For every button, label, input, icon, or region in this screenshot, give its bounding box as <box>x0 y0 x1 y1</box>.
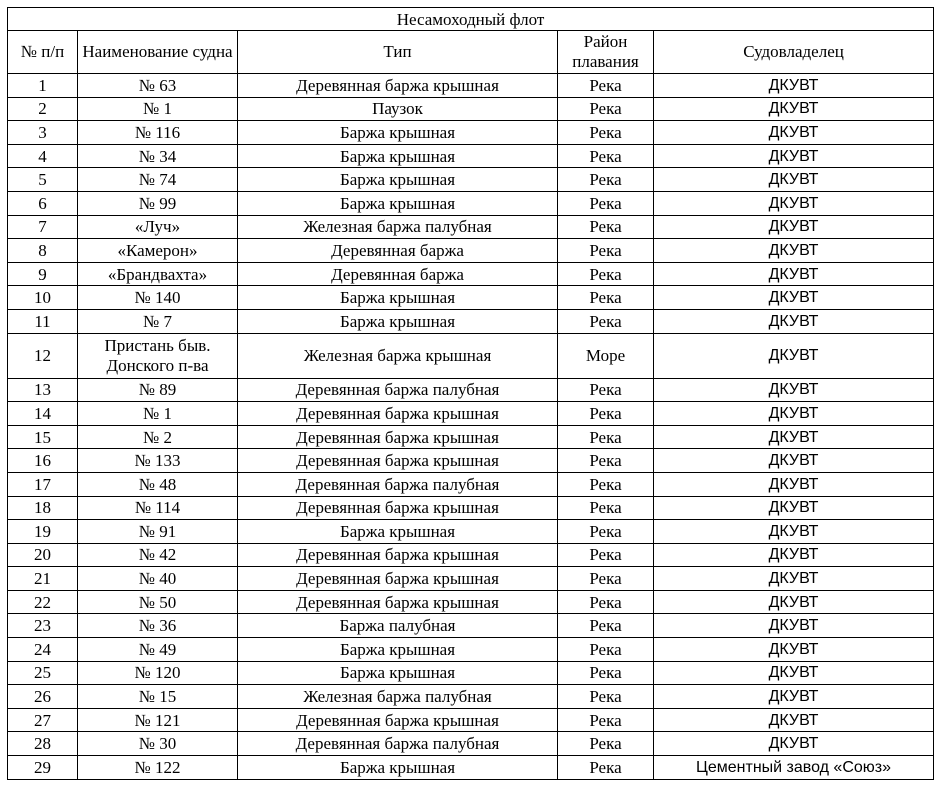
table-body <box>8 74 934 780</box>
cell-vessel-name: «Луч» <box>78 215 238 239</box>
header-area: Район плавания <box>558 31 654 74</box>
cell-navigation-area: Река <box>558 262 654 286</box>
table-row <box>8 191 934 215</box>
cell-vessel-type: Железная баржа палубная <box>238 215 558 239</box>
cell-vessel-type: Деревянная баржа <box>238 262 558 286</box>
table-row <box>8 215 934 239</box>
cell-num: 26 <box>8 685 78 709</box>
table-row <box>8 333 934 378</box>
cell-num: 16 <box>8 449 78 473</box>
cell-shipowner: ДКУВТ <box>654 333 934 378</box>
table-row <box>8 520 934 544</box>
cell-vessel-type: Баржа крышная <box>238 168 558 192</box>
cell-vessel-name: № 49 <box>78 638 238 662</box>
cell-shipowner: ДКУВТ <box>654 239 934 263</box>
table-row <box>8 402 934 426</box>
cell-shipowner: Цементный завод «Союз» <box>654 756 934 780</box>
cell-num: 21 <box>8 567 78 591</box>
table-row <box>8 708 934 732</box>
cell-num: 22 <box>8 590 78 614</box>
cell-navigation-area: Река <box>558 567 654 591</box>
cell-num: 29 <box>8 756 78 780</box>
cell-shipowner: ДКУВТ <box>654 590 934 614</box>
cell-vessel-name: № 2 <box>78 425 238 449</box>
cell-navigation-area: Река <box>558 449 654 473</box>
cell-num: 9 <box>8 262 78 286</box>
cell-shipowner: ДКУВТ <box>654 378 934 402</box>
table-row <box>8 97 934 121</box>
table-row <box>8 590 934 614</box>
cell-vessel-type: Деревянная баржа крышная <box>238 74 558 98</box>
cell-vessel-name: № 140 <box>78 286 238 310</box>
cell-num: 13 <box>8 378 78 402</box>
table-row <box>8 614 934 638</box>
cell-navigation-area: Река <box>558 239 654 263</box>
cell-num: 17 <box>8 472 78 496</box>
cell-shipowner: ДКУВТ <box>654 144 934 168</box>
cell-vessel-type: Баржа крышная <box>238 638 558 662</box>
cell-num: 11 <box>8 309 78 333</box>
cell-navigation-area: Река <box>558 661 654 685</box>
cell-shipowner: ДКУВТ <box>654 520 934 544</box>
cell-vessel-type: Железная баржа крышная <box>238 333 558 378</box>
cell-shipowner: ДКУВТ <box>654 121 934 145</box>
table-row <box>8 74 934 98</box>
cell-shipowner: ДКУВТ <box>654 97 934 121</box>
cell-vessel-name: № 1 <box>78 402 238 426</box>
cell-navigation-area: Река <box>558 286 654 310</box>
cell-vessel-type: Баржа крышная <box>238 144 558 168</box>
cell-vessel-name: № 1 <box>78 97 238 121</box>
cell-vessel-type: Деревянная баржа крышная <box>238 567 558 591</box>
cell-vessel-type: Деревянная баржа крышная <box>238 590 558 614</box>
table-header-row <box>8 31 934 74</box>
cell-vessel-type: Деревянная баржа крышная <box>238 496 558 520</box>
cell-num: 18 <box>8 496 78 520</box>
cell-vessel-type: Деревянная баржа крышная <box>238 449 558 473</box>
cell-navigation-area: Река <box>558 168 654 192</box>
cell-vessel-name: № 133 <box>78 449 238 473</box>
cell-num: 28 <box>8 732 78 756</box>
cell-vessel-type: Железная баржа палубная <box>238 685 558 709</box>
table-row <box>8 732 934 756</box>
table-row <box>8 262 934 286</box>
cell-shipowner: ДКУВТ <box>654 567 934 591</box>
cell-num: 27 <box>8 708 78 732</box>
cell-num: 10 <box>8 286 78 310</box>
table-row <box>8 756 934 780</box>
table-row <box>8 661 934 685</box>
cell-num: 15 <box>8 425 78 449</box>
table-row <box>8 638 934 662</box>
table-row <box>8 496 934 520</box>
cell-navigation-area: Река <box>558 425 654 449</box>
cell-num: 20 <box>8 543 78 567</box>
cell-shipowner: ДКУВТ <box>654 449 934 473</box>
cell-navigation-area: Река <box>558 590 654 614</box>
cell-num: 23 <box>8 614 78 638</box>
header-name: Наименование судна <box>78 31 238 74</box>
cell-vessel-name: № 7 <box>78 309 238 333</box>
cell-vessel-name: № 116 <box>78 121 238 145</box>
cell-vessel-name: № 89 <box>78 378 238 402</box>
cell-vessel-type: Деревянная баржа палубная <box>238 732 558 756</box>
cell-vessel-name: № 48 <box>78 472 238 496</box>
cell-num: 6 <box>8 191 78 215</box>
cell-navigation-area: Река <box>558 402 654 426</box>
table-row <box>8 286 934 310</box>
cell-navigation-area: Река <box>558 121 654 145</box>
cell-num: 5 <box>8 168 78 192</box>
cell-num: 7 <box>8 215 78 239</box>
document-sheet <box>7 7 933 780</box>
table-row <box>8 144 934 168</box>
cell-shipowner: ДКУВТ <box>654 191 934 215</box>
cell-vessel-name: № 34 <box>78 144 238 168</box>
cell-shipowner: ДКУВТ <box>654 309 934 333</box>
cell-vessel-name: № 74 <box>78 168 238 192</box>
cell-navigation-area: Река <box>558 708 654 732</box>
cell-navigation-area: Река <box>558 614 654 638</box>
cell-vessel-name: № 50 <box>78 590 238 614</box>
cell-vessel-name: № 63 <box>78 74 238 98</box>
header-type: Тип <box>238 31 558 74</box>
cell-navigation-area: Река <box>558 732 654 756</box>
table-row <box>8 449 934 473</box>
cell-navigation-area: Река <box>558 638 654 662</box>
cell-vessel-type: Деревянная баржа <box>238 239 558 263</box>
cell-navigation-area: Река <box>558 543 654 567</box>
cell-vessel-name: № 114 <box>78 496 238 520</box>
header-owner: Судовладелец <box>654 31 934 74</box>
cell-vessel-name: «Брандвахта» <box>78 262 238 286</box>
cell-navigation-area: Река <box>558 378 654 402</box>
cell-vessel-type: Баржа крышная <box>238 121 558 145</box>
cell-num: 25 <box>8 661 78 685</box>
table-row <box>8 567 934 591</box>
cell-shipowner: ДКУВТ <box>654 685 934 709</box>
cell-vessel-name: № 30 <box>78 732 238 756</box>
cell-vessel-name: Пристань быв. Донского п-ва <box>78 333 238 378</box>
cell-navigation-area: Река <box>558 756 654 780</box>
cell-vessel-type: Баржа крышная <box>238 756 558 780</box>
cell-navigation-area: Река <box>558 191 654 215</box>
table-title-row <box>8 8 934 31</box>
cell-num: 4 <box>8 144 78 168</box>
cell-vessel-name: «Камерон» <box>78 239 238 263</box>
cell-navigation-area: Река <box>558 520 654 544</box>
cell-num: 2 <box>8 97 78 121</box>
cell-shipowner: ДКУВТ <box>654 215 934 239</box>
cell-vessel-name: № 91 <box>78 520 238 544</box>
cell-navigation-area: Река <box>558 496 654 520</box>
table-row <box>8 309 934 333</box>
cell-navigation-area: Река <box>558 685 654 709</box>
cell-vessel-type: Баржа крышная <box>238 191 558 215</box>
cell-vessel-type: Баржа крышная <box>238 661 558 685</box>
cell-shipowner: ДКУВТ <box>654 661 934 685</box>
table-row <box>8 425 934 449</box>
table-row <box>8 239 934 263</box>
cell-vessel-name: № 122 <box>78 756 238 780</box>
cell-vessel-name: № 40 <box>78 567 238 591</box>
cell-num: 14 <box>8 402 78 426</box>
cell-vessel-name: № 121 <box>78 708 238 732</box>
cell-shipowner: ДКУВТ <box>654 496 934 520</box>
cell-shipowner: ДКУВТ <box>654 74 934 98</box>
table-row <box>8 543 934 567</box>
cell-vessel-type: Деревянная баржа крышная <box>238 402 558 426</box>
cell-navigation-area: Река <box>558 97 654 121</box>
cell-num: 24 <box>8 638 78 662</box>
cell-vessel-type: Баржа палубная <box>238 614 558 638</box>
table-row <box>8 685 934 709</box>
cell-vessel-type: Деревянная баржа палубная <box>238 472 558 496</box>
cell-vessel-type: Баржа крышная <box>238 286 558 310</box>
cell-navigation-area: Река <box>558 215 654 239</box>
table-row <box>8 378 934 402</box>
cell-vessel-name: № 120 <box>78 661 238 685</box>
cell-vessel-type: Баржа крышная <box>238 520 558 544</box>
cell-vessel-name: № 36 <box>78 614 238 638</box>
cell-shipowner: ДКУВТ <box>654 402 934 426</box>
cell-navigation-area: Река <box>558 309 654 333</box>
cell-navigation-area: Река <box>558 472 654 496</box>
cell-num: 19 <box>8 520 78 544</box>
cell-num: 8 <box>8 239 78 263</box>
cell-shipowner: ДКУВТ <box>654 168 934 192</box>
cell-vessel-type: Деревянная баржа крышная <box>238 425 558 449</box>
cell-shipowner: ДКУВТ <box>654 614 934 638</box>
table-row <box>8 121 934 145</box>
cell-shipowner: ДКУВТ <box>654 638 934 662</box>
cell-shipowner: ДКУВТ <box>654 425 934 449</box>
table-row <box>8 168 934 192</box>
table-row <box>8 472 934 496</box>
cell-shipowner: ДКУВТ <box>654 286 934 310</box>
cell-shipowner: ДКУВТ <box>654 543 934 567</box>
cell-num: 12 <box>8 333 78 378</box>
cell-vessel-type: Паузок <box>238 97 558 121</box>
cell-vessel-type: Деревянная баржа палубная <box>238 378 558 402</box>
cell-vessel-name: № 99 <box>78 191 238 215</box>
header-num: № п/п <box>8 31 78 74</box>
cell-vessel-type: Деревянная баржа крышная <box>238 543 558 567</box>
cell-num: 1 <box>8 74 78 98</box>
cell-shipowner: ДКУВТ <box>654 472 934 496</box>
cell-shipowner: ДКУВТ <box>654 262 934 286</box>
table-title: Несамоходный флот <box>8 8 934 31</box>
cell-vessel-type: Деревянная баржа крышная <box>238 708 558 732</box>
cell-navigation-area: Река <box>558 74 654 98</box>
cell-navigation-area: Море <box>558 333 654 378</box>
cell-vessel-name: № 15 <box>78 685 238 709</box>
cell-vessel-name: № 42 <box>78 543 238 567</box>
cell-shipowner: ДКУВТ <box>654 708 934 732</box>
cell-navigation-area: Река <box>558 144 654 168</box>
cell-vessel-type: Баржа крышная <box>238 309 558 333</box>
fleet-table <box>7 7 934 780</box>
cell-shipowner: ДКУВТ <box>654 732 934 756</box>
cell-num: 3 <box>8 121 78 145</box>
